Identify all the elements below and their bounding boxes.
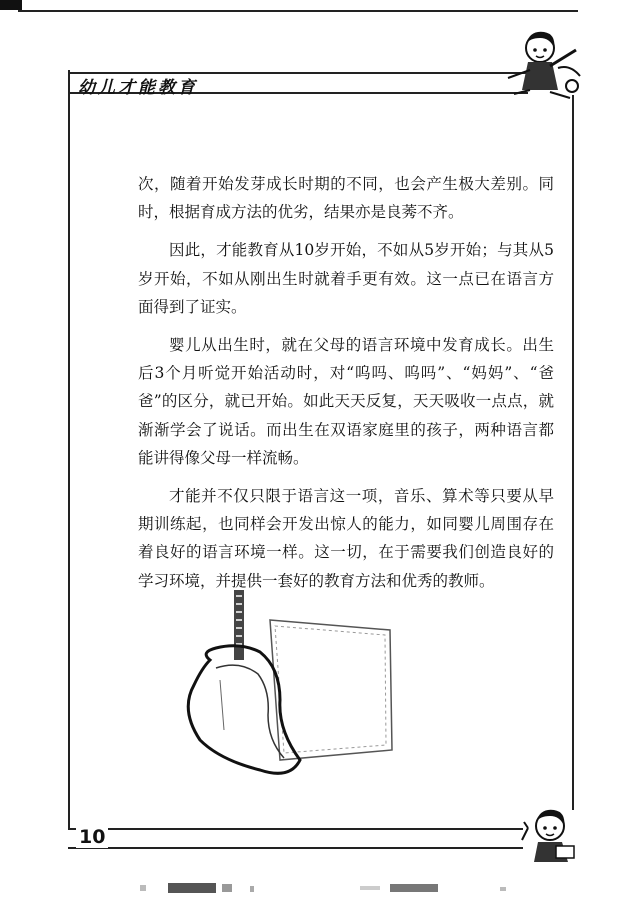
paragraph-3: 婴儿从出生时，就在父母的语言环境中发育成长。出生后3个月听觉开始活动时，对“呜吗、呜吗”、“妈妈”、“爸爸”的区分，就已开始。如此天天反复，天天吸收一点点，就渐渐学会了说话。而出生在双语家庭里的孩子，两种语言都能讲得像父母一样流畅。 [138, 336, 554, 467]
footer-rules [68, 828, 523, 852]
running-header-title: 幼儿才能教育 [78, 78, 198, 98]
body-text [138, 170, 554, 605]
paragraph-4: 才能并不仅只限于语言这一项，音乐、算术等只要从早期训练起，也同样会开发出惊人的能力，如同婴儿周围存在着良好的语言环境一样。这一切，在于需要我们创造良好的学习环境，并提供一套好的教育方法和优秀的教师。 [138, 487, 554, 590]
child-reading-icon [512, 800, 587, 870]
child-violinist-icon [500, 20, 595, 105]
top-rule [18, 0, 578, 12]
page-number: 10 [76, 826, 108, 848]
scan-artifact [140, 880, 560, 894]
paragraph-2: 因此，才能教育从10岁开始，不如从5岁开始；与其从5岁开始，不如从刚出生时就着手更有效。这一点已在语言方面得到了证实。 [138, 241, 554, 316]
frame-left-border [68, 70, 70, 830]
paragraph-1: 次，随着开始发芽成长时期的不同，也会产生极大差别。同时，根据育成方法的优劣，结果亦是良莠不齐。 [138, 175, 554, 222]
violin-illustration [180, 590, 460, 790]
frame-right-border [572, 95, 574, 810]
